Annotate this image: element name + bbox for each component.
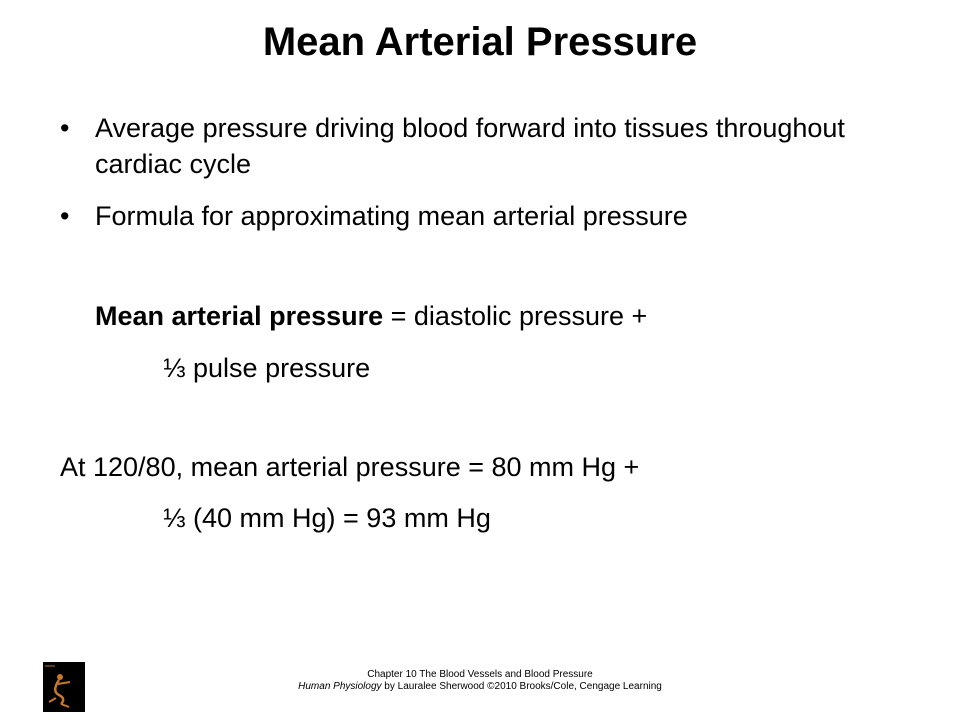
bullet-text: Formula for approximating mean arterial pressure — [95, 201, 688, 231]
formula-continuation: ⅓ pulse pressure — [163, 353, 371, 383]
formula-rhs: = diastolic pressure + — [383, 301, 648, 331]
footer-credit-rest: by Lauralee Sherwood ©2010 Brooks/Cole, Cengage Learning — [381, 681, 662, 692]
footer-credit — [0, 681, 960, 693]
slide-title: Mean Arterial Pressure — [262, 20, 698, 64]
bullet-marker: • — [60, 113, 70, 143]
bullet-item — [60, 198, 900, 234]
bullet-marker: • — [60, 201, 70, 231]
footer-book-title: Human Physiology — [298, 681, 382, 692]
formula-line — [95, 298, 647, 334]
example-continuation: ⅓ (40 mm Hg) = 93 mm Hg — [163, 503, 491, 533]
formula-term: Mean arterial pressure — [95, 301, 384, 331]
bullet-text: Average pressure driving blood forward into tissues throughout cardiac cycle — [95, 113, 845, 179]
bullet-item — [60, 110, 900, 182]
example-line: At 120/80, mean arterial pressure = 80 mm Hg + — [60, 452, 640, 482]
footer-chapter: Chapter 10 The Blood Vessels and Blood Pressure — [367, 669, 593, 680]
